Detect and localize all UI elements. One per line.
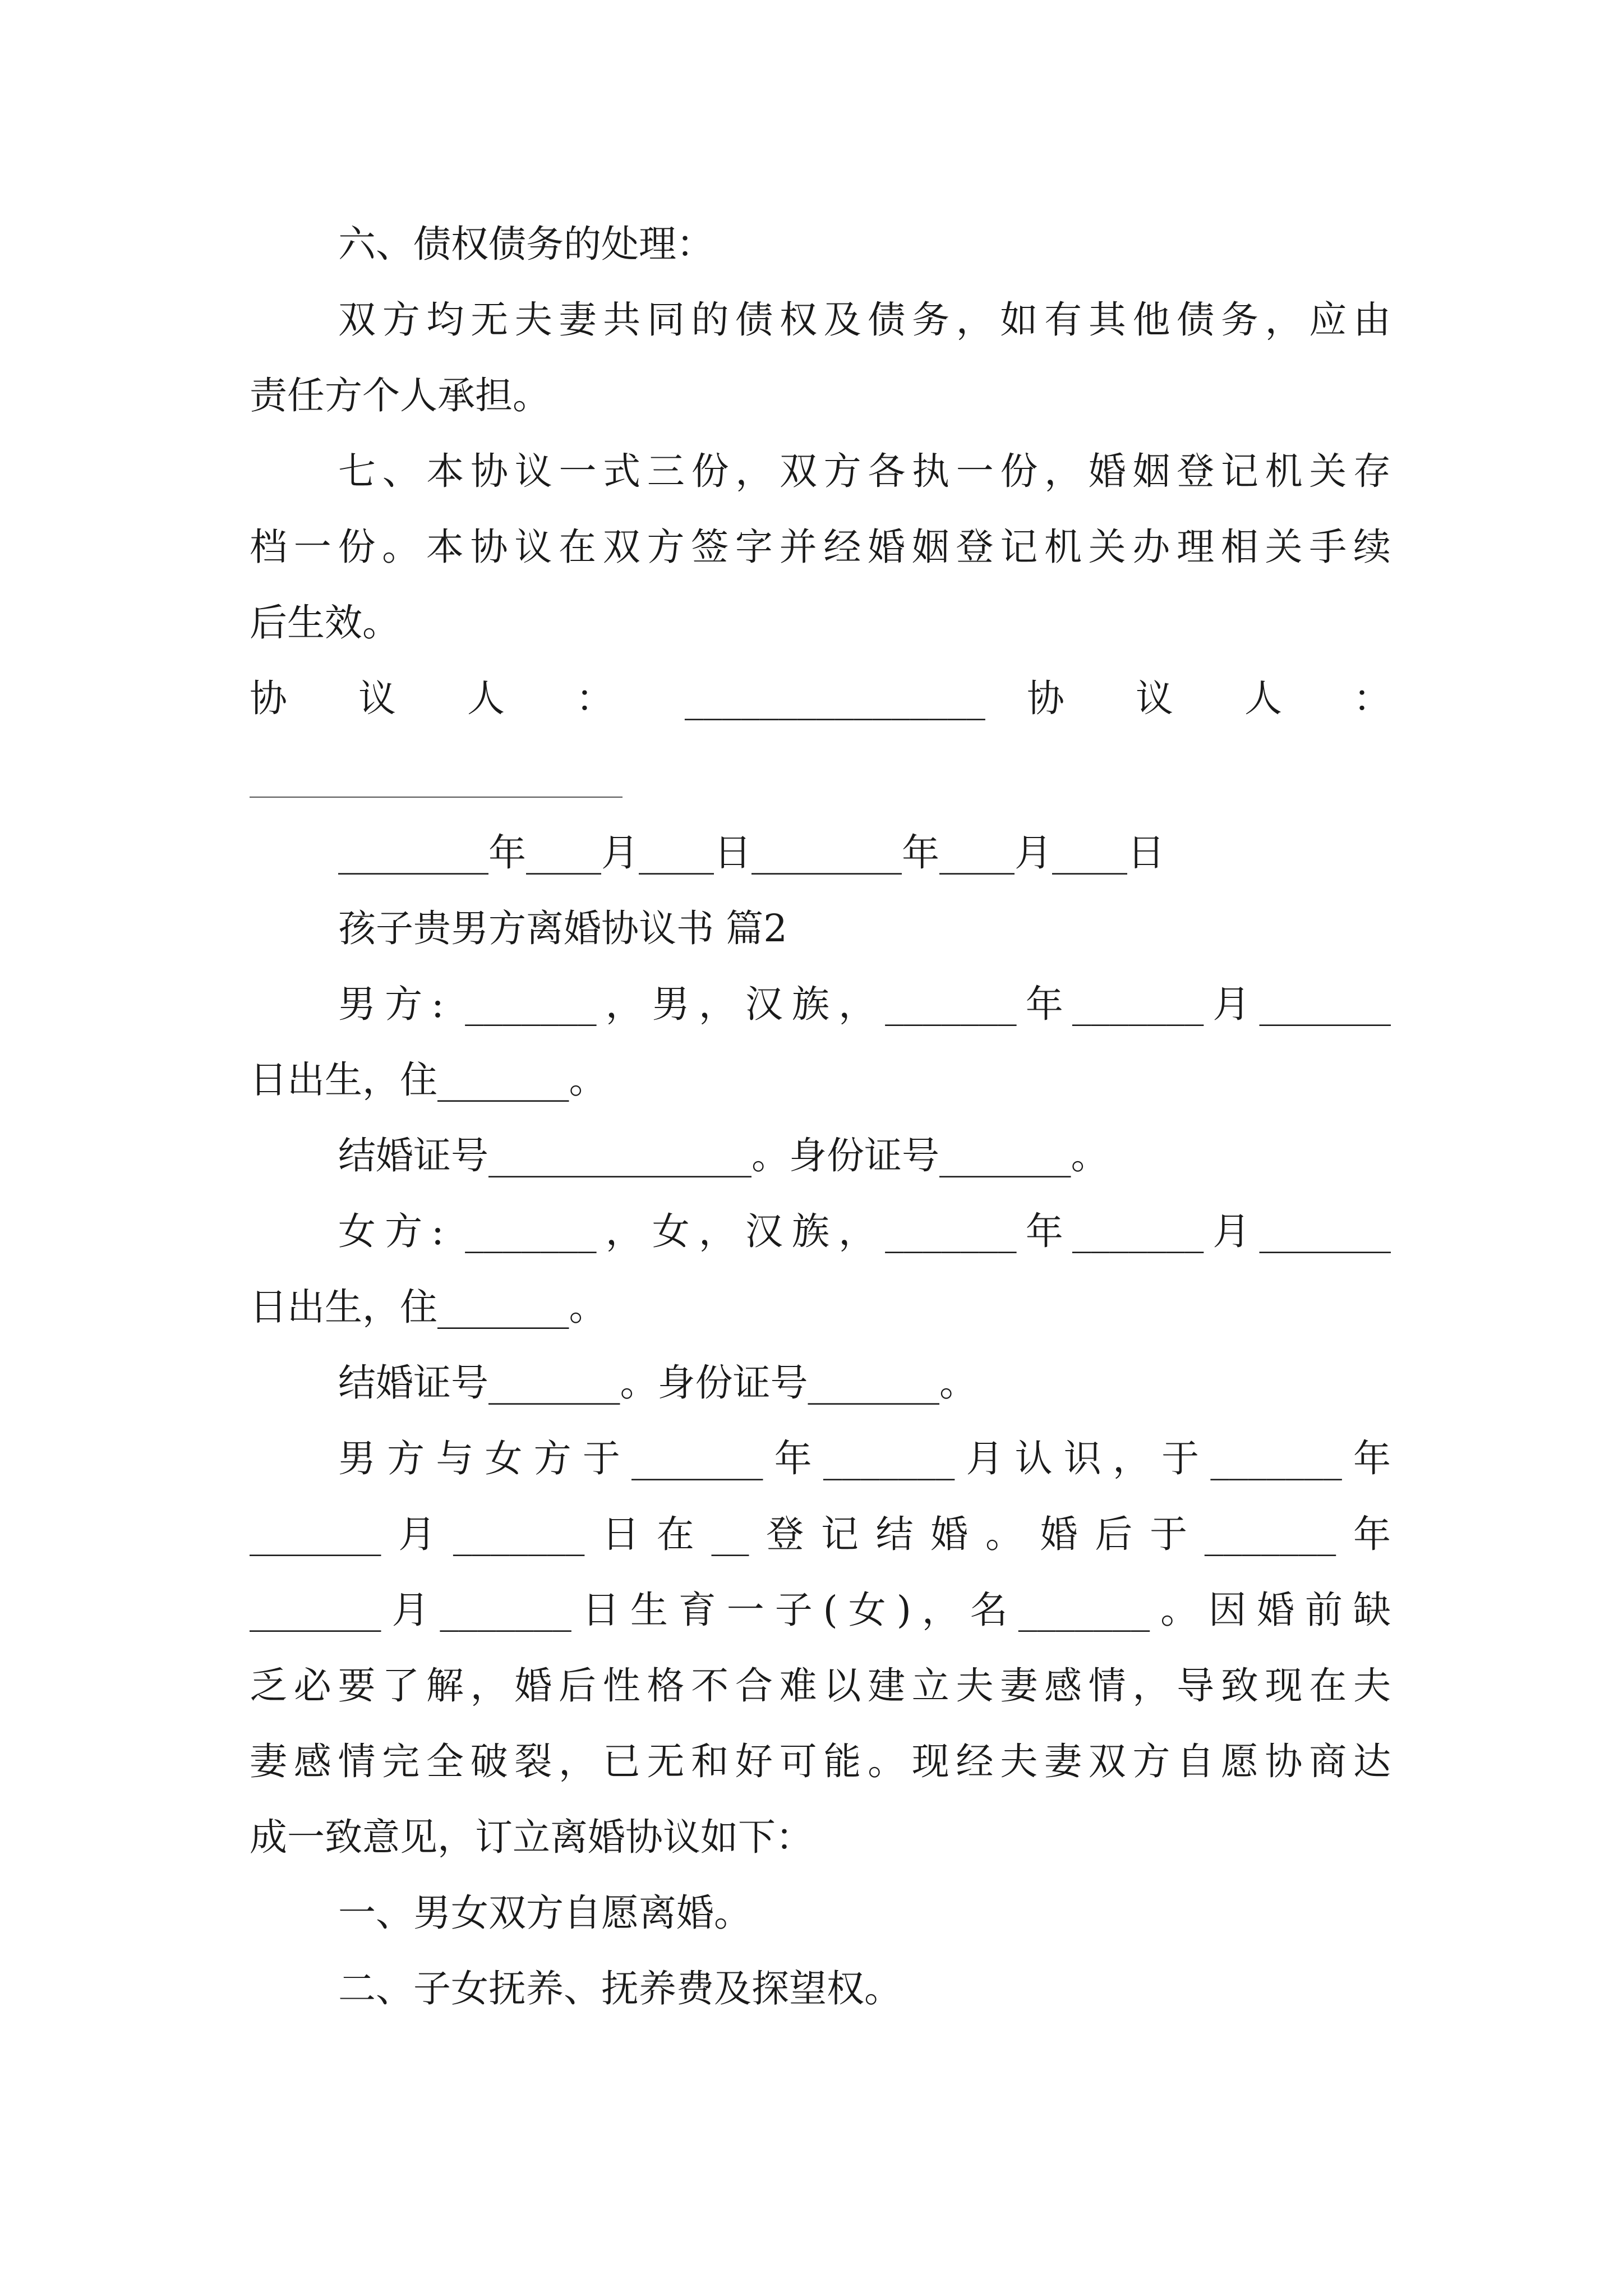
paragraph-line: 日出生，住_______。 [250,1058,607,1102]
paragraph-line: 双方均无夫妻共同的债权及债务，如有其他债务，应由 [338,298,1391,342]
paragraph-line: _______月_______日在__登记结婚。婚后于_______年 [250,1512,1391,1556]
paragraph-line: 日出生，住_______。 [250,1285,607,1329]
signature-line: 协 议 人 ： ________________ 协 议 人 ： [250,677,1391,720]
paragraph-line: 妻感情完全破裂，已无和好可能。现经夫妻双方自愿协商达 [250,1740,1391,1783]
section-title: 孩子贵男方离婚协议书 篇2 [338,907,787,950]
paragraph-line: 女方: _______，女，汉族，_______年_______月_______ [338,1209,1391,1253]
paragraph-line: 成一致意见，订立离婚协议如下： [250,1815,813,1859]
clause-line: 二、子女抚养、抚养费及探望权。 [338,1967,902,2010]
paragraph-line: 后生效。 [250,601,400,645]
paragraph-line: 男方: _______，男，汉族，_______年_______月_______ [338,982,1391,1026]
section-heading-debts: 六、债权债务的处理： [338,222,714,266]
paragraph-line: 档一份。本协议在双方签字并经婚姻登记机关办理相关手续 [250,525,1391,569]
clause-line: 一、男女双方自愿离婚。 [338,1891,751,1935]
paragraph-line: 结婚证号______________。身份证号_______。 [338,1134,1109,1177]
date-line: ________年____月____日________年____月____日 [338,831,1165,875]
paragraph-line: 责任方个人承担。 [250,374,550,417]
paragraph-line: 乏必要了解，婚后性格不合难以建立夫妻感情，导致现在夫 [250,1664,1391,1708]
paragraph-line: _______月_______日生育一子(女)，名_______。因婚前缺 [250,1588,1391,1632]
paragraph-line: 男方与女方于_______年_______月认识，于_______年 [338,1437,1391,1480]
paragraph-line: 七、本协议一式三份，双方各执一份，婚姻登记机关存 [338,449,1391,493]
paragraph-line: 结婚证号_______。身份证号_______。 [338,1361,977,1405]
signature-underline [250,797,623,798]
